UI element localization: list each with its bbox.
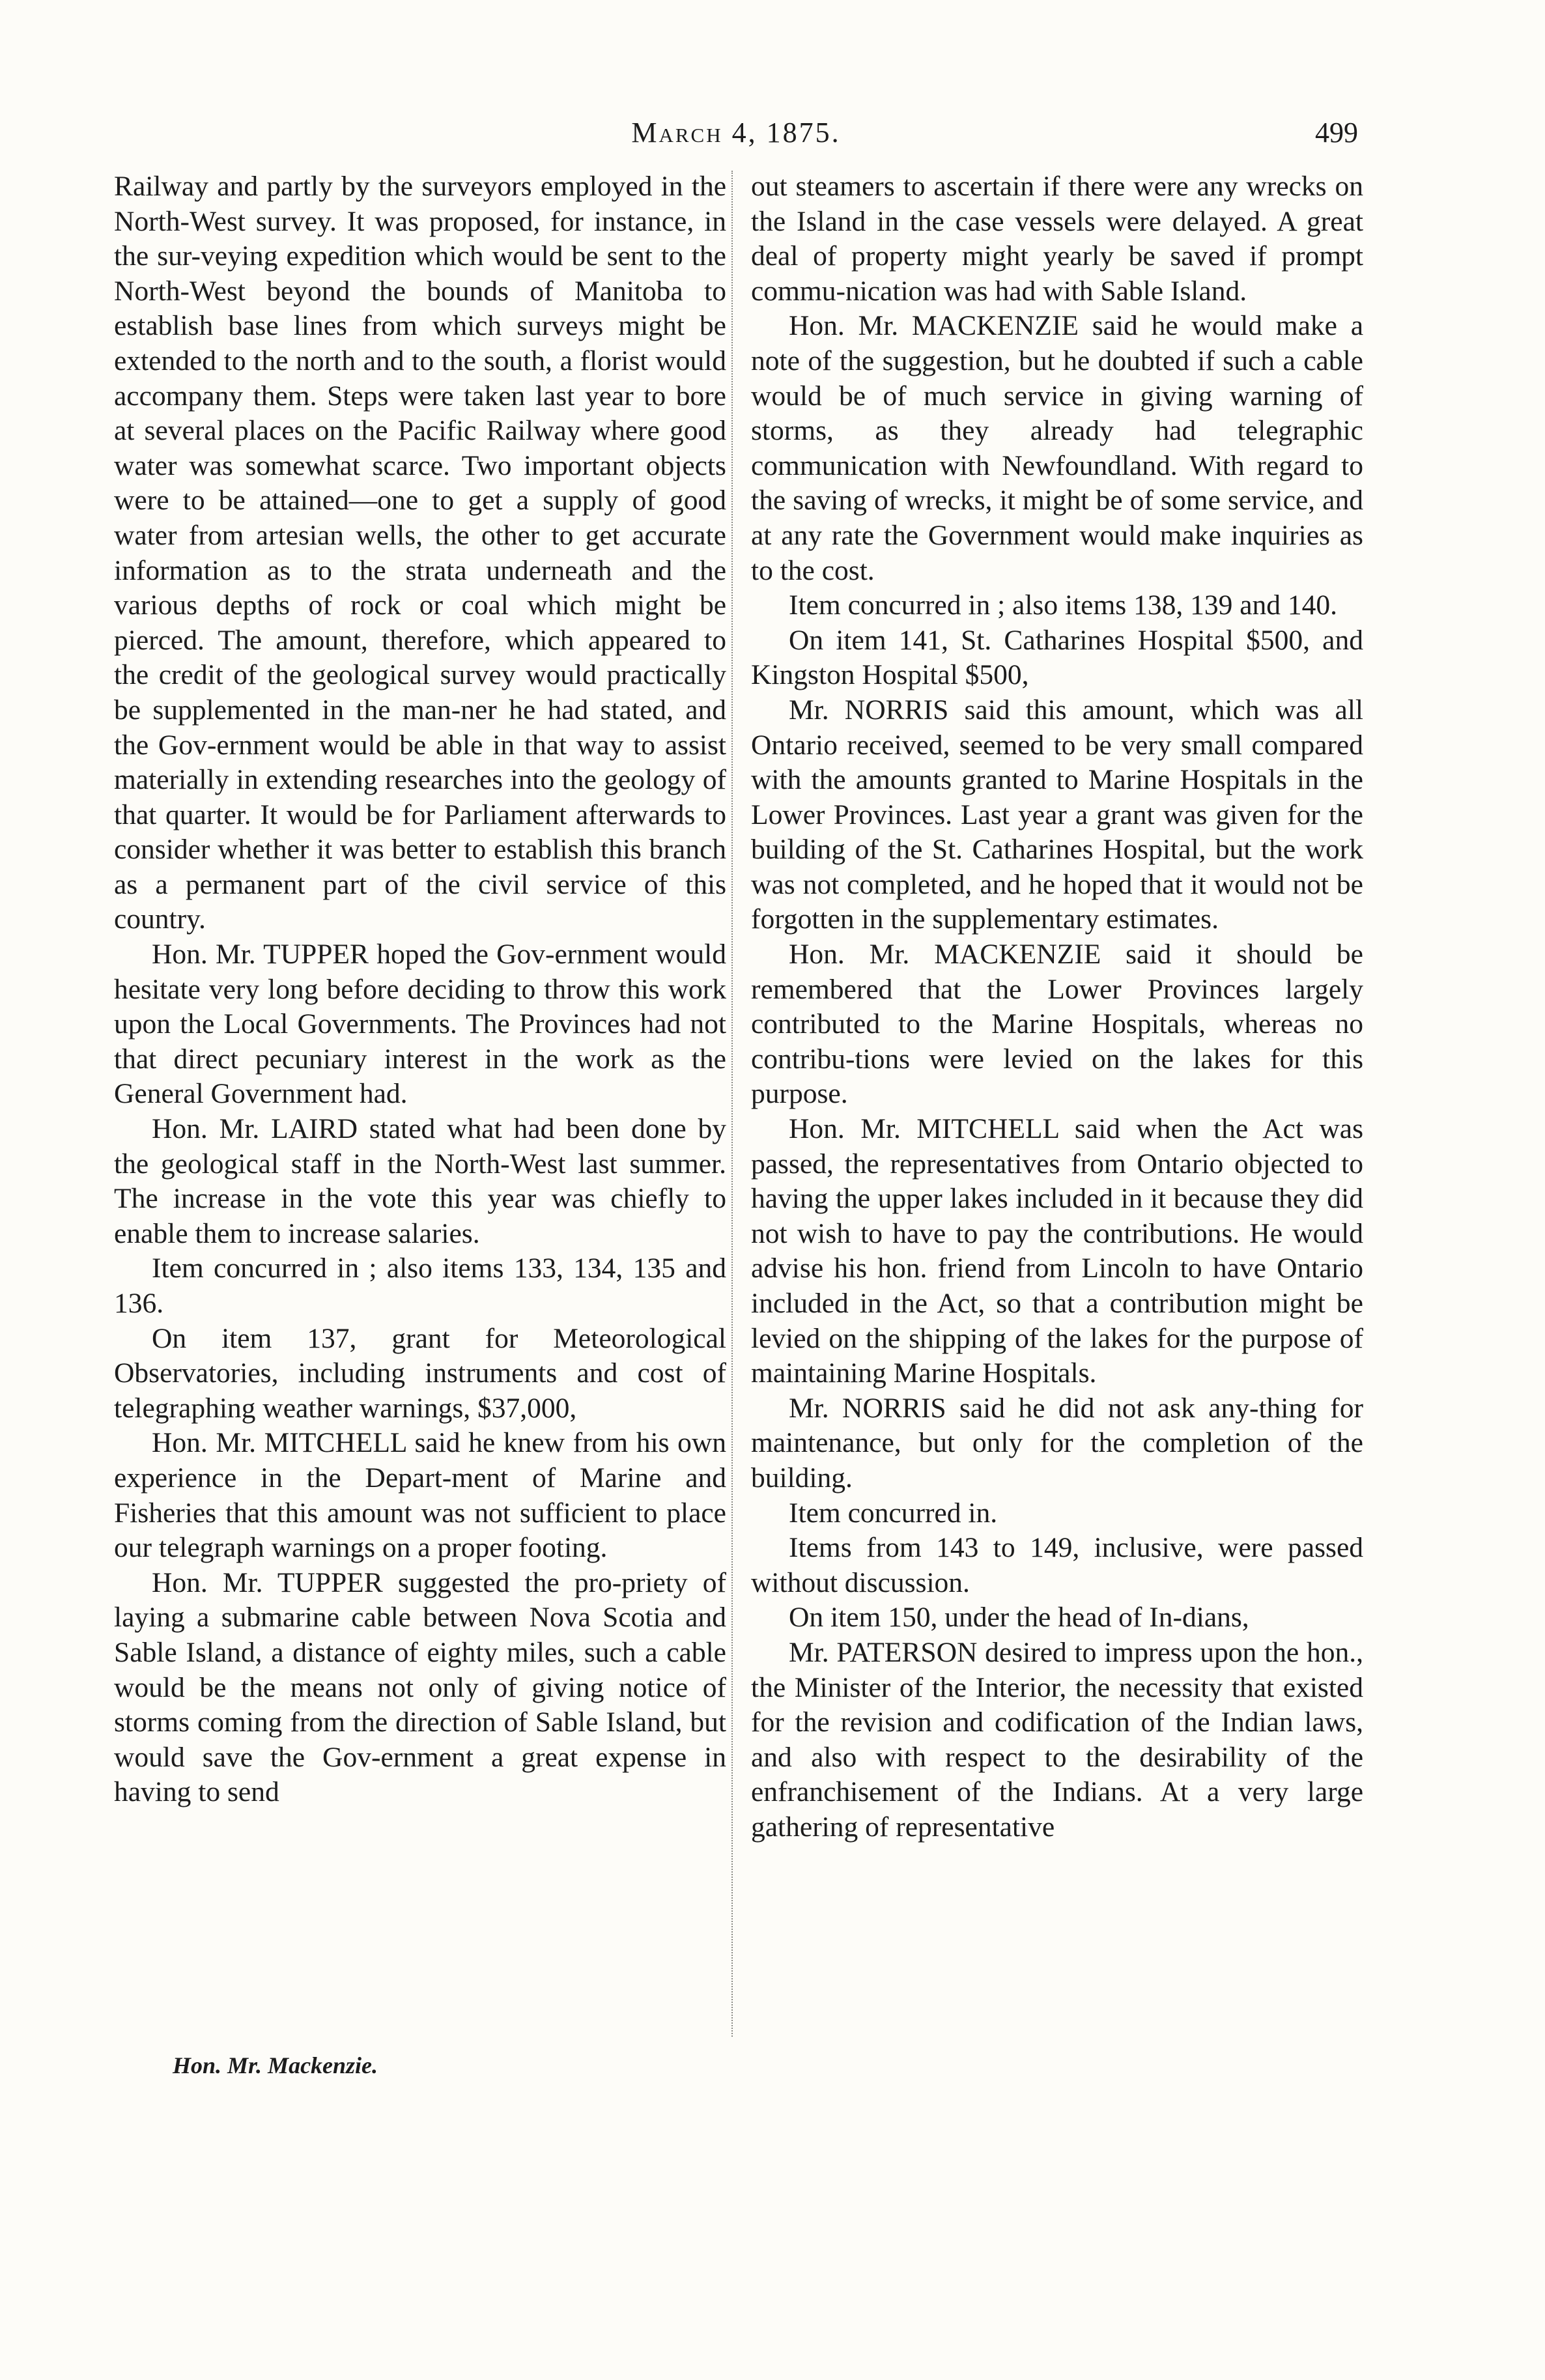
paragraph: Mr. PATERSON desired to impress upon the hon., the Minister of the Interior, the necessity that existed for the revision and codification of the Indian laws, and also with respect to the desirability of the enfranchisement of the Indians. At a very large gathering of representative (751, 1636, 1363, 1843)
paragraph: Item concurred in ; also items 133, 134, 135 and 136. (114, 1253, 726, 1319)
paragraph: Mr. NORRIS said he did not ask any-thing for maintenance, but only for the completion of the building. (751, 1392, 1363, 1494)
right-column (751, 169, 1363, 1845)
paragraph: Mr. NORRIS said this amount, which was all Ontario received, seemed to be very small compared with the amounts granted to Marine Hospitals in the Lower Provinces. Last year a grant was given for the building of the St. Catharines Hospital, but the work was not completed, and he hoped that it would not be forgotten in the supplementary estimates. (751, 694, 1363, 935)
paragraph: Hon. Mr. MITCHELL said when the Act was passed, the representatives from Ontario objected to having the upper lakes included in it because they did not wish to have to pay the contributions. He would advise his hon. friend from Lincoln to have Ontario included in the Act, so that a contribution might be levied on the shipping of the lakes for the purpose of maintaining Marine Hospitals. (751, 1113, 1363, 1389)
column-divider (731, 171, 733, 2037)
paragraph: Hon. Mr. MACKENZIE said it should be remembered that the Lower Provinces largely contributed to the Marine Hospitals, whereas no contribu-tions were levied on the lakes for this purpose. (751, 939, 1363, 1110)
paragraph: Item concurred in ; also items 138, 139 and 140. (789, 589, 1338, 621)
paragraph: On item 141, St. Catharines Hospital $500, and Kingston Hospital $500, (751, 624, 1363, 691)
paragraph: Hon. Mr. MACKENZIE said he would make a note of the suggestion, but he doubted if such a cable would be of much service in giving warning of storms, as they already had telegraphic communication with Newfoundland. With regard to the saving of wrecks, it might be of some service, and at any rate the Government would make inquiries as to the cost. (751, 310, 1363, 586)
page-header (114, 116, 1358, 162)
paragraph: On item 150, under the head of In-dians, (789, 1602, 1249, 1634)
paragraph: Item concurred in. (789, 1497, 998, 1529)
page-number: 499 (1315, 117, 1358, 149)
paragraph: Items from 143 to 149, inclusive, were passed without discussion. (751, 1532, 1363, 1598)
left-column (114, 169, 726, 1810)
paragraph: out steamers to ascertain if there were any wrecks on the Island in the case vessels were delayed. A great deal of property might yearly be saved if prompt commu-nication was had with Sable Island. (751, 171, 1363, 307)
paragraph: Hon. Mr. LAIRD stated what had been done by the geological staff in the North-West last summer. The increase in the vote this year was chiefly to enable them to increase salaries. (114, 1113, 726, 1249)
paragraph: Railway and partly by the surveyors employed in the North-West survey. It was proposed, for instance, in the sur-veying expedition which would be sent to the North-West beyond the bounds of Manitoba to establish base lines from which surveys might be extended to the north and to the south, a florist would accompany them. Steps were taken last year to bore at several places on the Pacific Railway where good water was somewhat scarce. Two important objects were to be attained—one to get a supply of good water from artesian wells, the other to get accurate information as to the strata underneath and the various depths of rock or coal which might be pierced. The amount, therefore, which appeared to the credit of the geological survey would practically be supplemented in the man-ner he had stated, and the Gov-ernment would be able in that way to assist materially in extending researches into the geology of that quarter. It would be for Parliament afterwards to consider whether it was better to establish this branch as a permanent part of the civil service of this country. (114, 171, 726, 935)
paragraph: On item 137, grant for Meteorological Observatories, including instruments and cost of telegraphing weather warnings, $37,000, (114, 1322, 726, 1424)
paragraph: Hon. Mr. TUPPER hoped the Gov-ernment would hesitate very long before deciding to throw this work upon the Local Governments. The Provinces had not that direct pecuniary interest in the work as the General Government had. (114, 939, 726, 1110)
paragraph: Hon. Mr. MITCHELL said he knew from his own experience in the Depart-ment of Marine and Fisheries that this amount was not sufficient to place our telegraph warnings on a proper footing. (114, 1427, 726, 1564)
paragraph: Hon. Mr. TUPPER suggested the pro-priety of laying a submarine cable between Nova Scotia and Sable Island, a distance of eighty miles, such a cable would be the means not only of giving notice of storms coming from the direction of Sable Island, but would save the Gov-ernment a great expense in having to send (114, 1566, 726, 1808)
footer-speaker-name: Hon. Mr. Mackenzie. (173, 2052, 378, 2078)
running-title: March 4, 1875. (631, 117, 841, 149)
